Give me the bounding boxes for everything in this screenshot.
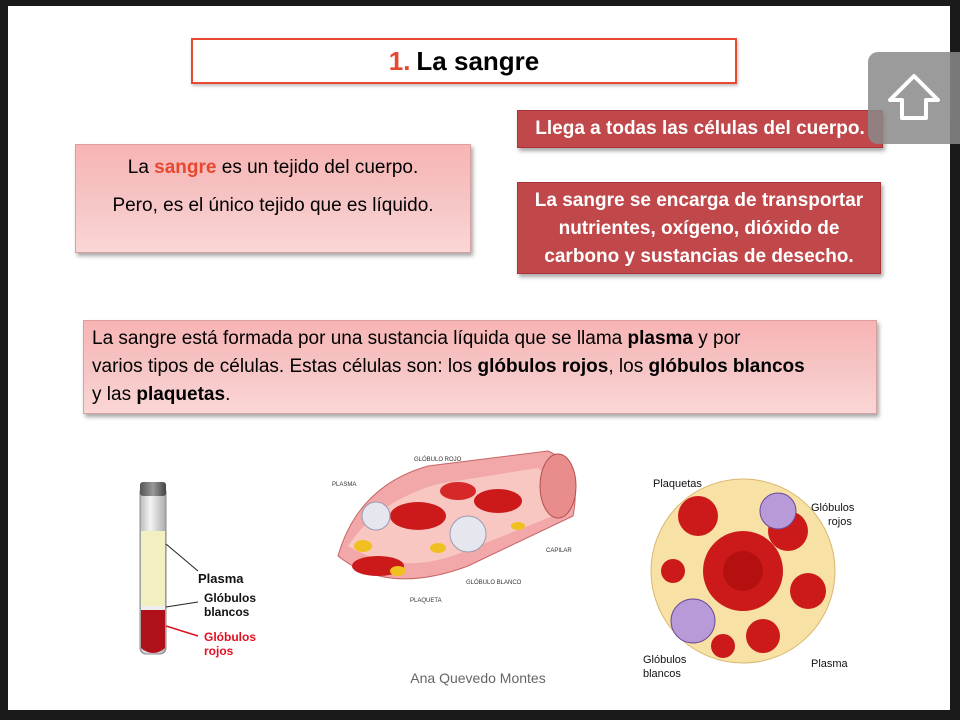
circle-label-blancos-1: Glóbulos [643, 654, 687, 666]
circle-label-plasma: Plasma [811, 658, 848, 670]
platelet [390, 566, 406, 576]
vessel-label-globulo-blanco: GLÓBULO BLANCO [466, 580, 522, 586]
platelet [511, 522, 525, 530]
transport-box [517, 182, 881, 274]
title-number: 1. [388, 45, 411, 76]
white-cell [362, 502, 390, 530]
vessel-label-capilar: CAPILAR [546, 548, 572, 554]
tube-label-white-1: Glóbulos [204, 591, 256, 605]
red-cell [440, 482, 476, 500]
transport-line-3: carbono y sustancias de desecho. [544, 246, 854, 267]
circle-label-rojos-2: rojos [828, 516, 852, 528]
intro-line-1: La sangre es un tejido del cuerpo. [127, 157, 419, 178]
composition-line-1: La sangre está formada por una sustancia líquida que se llama plasma y por [92, 328, 741, 349]
blood-cells-circle-illustration [633, 471, 863, 681]
vessel-label-plaqueta: PLAQUETA [410, 598, 442, 604]
intro-line-2: Pero, es el único tejido que es líquido. [112, 195, 434, 216]
vessel-label-globulo-rojo: GLÓBULO ROJO [414, 457, 462, 463]
blood-vessel-illustration [318, 446, 588, 606]
platelet [430, 543, 446, 553]
tube-label-white-2: blancos [204, 605, 250, 619]
composition-line-3: y las plaquetas. [92, 384, 231, 405]
test-tube-illustration [118, 476, 288, 666]
white-cell [760, 493, 796, 529]
white-cell [671, 599, 715, 643]
transport-line-1: La sangre se encarga de transportar [534, 190, 864, 211]
white-cell [450, 516, 486, 552]
highlight-sangre: sangre [154, 157, 217, 178]
red-cell [474, 489, 522, 513]
intro-box [75, 144, 471, 253]
tube-label-red-2: rojos [204, 644, 234, 658]
home-button[interactable] [868, 52, 960, 144]
composition-line-2: varios tipos de células. Estas células son: los glóbulos rojos, los glóbulos blancos [92, 356, 805, 377]
home-up-arrow-icon [868, 52, 960, 144]
platelet [354, 540, 372, 552]
title-text: La sangre [416, 45, 540, 76]
tube-label-plasma: Plasma [198, 571, 244, 586]
vessel-label-plasma: PLASMA [332, 482, 357, 488]
circle-label-plaquetas: Plaquetas [653, 478, 702, 490]
tube-cap [140, 482, 166, 496]
page-title [191, 38, 737, 84]
tube-red-layer [141, 610, 165, 653]
composition-box [83, 320, 877, 414]
author-footer: Ana Quevedo Montes [410, 670, 546, 686]
transport-line-2: nutrientes, oxígeno, dióxido de [558, 218, 840, 239]
tube-label-red-1: Glóbulos [204, 630, 256, 644]
tube-white-layer [141, 606, 165, 610]
tube-plasma [141, 531, 165, 606]
circle-label-rojos-1: Glóbulos [811, 502, 855, 514]
reach-box: Llega a todas las células del cuerpo. [517, 110, 883, 148]
circle-label-blancos-2: blancos [643, 668, 681, 680]
slide [8, 6, 950, 710]
red-cell [390, 502, 446, 530]
